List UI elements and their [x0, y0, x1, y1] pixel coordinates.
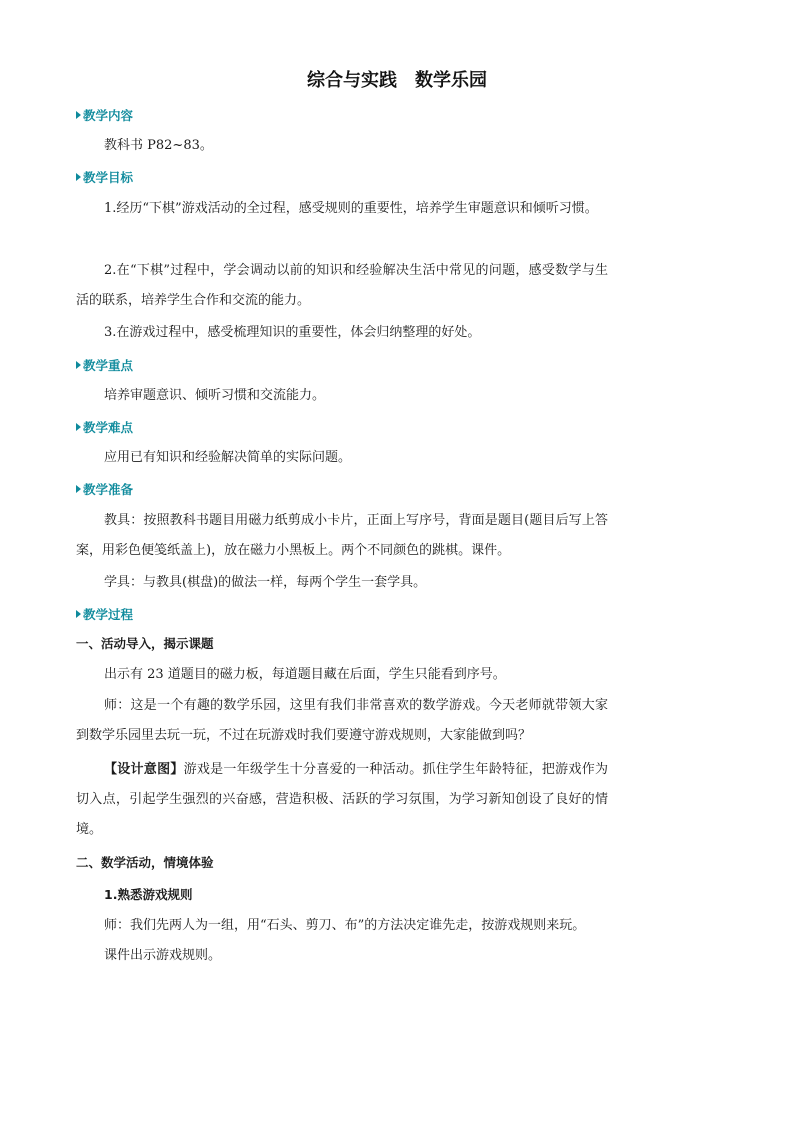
section-heading-label: 教学过程: [83, 607, 134, 622]
triangle-bullet-icon: [76, 111, 81, 119]
content-text: 教科书 P82~83。: [104, 138, 213, 153]
section-heading-label: 教学目标: [83, 170, 134, 185]
triangle-bullet-icon: [76, 610, 81, 618]
section-heading-label: 教学内容: [83, 108, 134, 123]
section-heading-difficulty: [76, 418, 133, 436]
design-intent-text: 游戏是一年级学生十分喜爱的一种活动。抓住学生年龄特征，把游戏作为切入点，引起学生强烈的兴奋感，营造积极、活跃的学习氛围，为学习新知创设了良好的情境。: [76, 762, 608, 837]
section-heading-key: [76, 356, 133, 374]
key-text: 培养审题意识、倾听习惯和交流能力。: [104, 388, 326, 403]
process-part1-heading: 一、活动导入，揭示课题: [76, 636, 214, 651]
triangle-bullet-icon: [76, 361, 81, 369]
process-part2-line1: 师：我们先两人为一组，用“石头、剪刀、布”的方法决定谁先走，按游戏规则来玩。: [104, 918, 586, 933]
triangle-bullet-icon: [76, 485, 81, 493]
section-heading-label: 教学难点: [83, 420, 134, 435]
document-title: 综合与实践 数学乐园: [307, 70, 487, 91]
section-heading-label: 教学重点: [83, 358, 134, 373]
section-heading-label: 教学准备: [83, 482, 134, 497]
process-part2-sub1: 1.熟悉游戏规则: [104, 887, 193, 902]
design-intent-paragraph: [76, 755, 608, 845]
triangle-bullet-icon: [76, 423, 81, 431]
triangle-bullet-icon: [76, 173, 81, 181]
section-heading-goals: [76, 168, 133, 186]
process-part1-line2: 师：这是一个有趣的数学乐园，这里有我们非常喜欢的数学游戏。今天老师就带领大家到数学乐园里去玩一玩，不过在玩游戏时我们要遵守游戏规则，大家能做到吗？: [76, 698, 608, 743]
prep-student-text: 学具：与教具(棋盘)的做法一样，每两个学生一套学具。: [104, 575, 427, 590]
difficulty-text: 应用已有知识和经验解决简单的实际问题。: [104, 450, 352, 465]
goal-item-2: 2.在“下棋”过程中，学会调动以前的知识和经验解决生活中常见的问题，感受数学与生活的联系，培养学生合作和交流的能力。: [76, 263, 608, 308]
design-intent-label: 【设计意图】: [104, 762, 184, 777]
goal-item-3: 3.在游戏过程中，感受梳理知识的重要性，体会归纳整理的好处。: [104, 325, 481, 340]
process-part2-line2: 课件出示游戏规则。: [104, 948, 222, 963]
process-part1-line1: 出示有 23 道题目的磁力板，每道题目藏在后面，学生只能看到序号。: [104, 667, 506, 682]
section-heading-process: [76, 605, 133, 623]
process-part2-heading: 二、数学活动，情境体验: [76, 855, 214, 870]
prep-teacher-text: 教具：按照教科书题目用磁力纸剪成小卡片，正面上写序号，背面是题目(题目后写上答案，用彩色便笺纸盖上)，放在磁力小黑板上。两个不同颜色的跳棋。课件。: [76, 513, 608, 558]
section-heading-content: [76, 106, 133, 124]
section-heading-prep: [76, 480, 133, 498]
goal-item-1: 1.经历“下棋”游戏活动的全过程，感受规则的重要性，培养学生审题意识和倾听习惯。: [104, 201, 598, 216]
